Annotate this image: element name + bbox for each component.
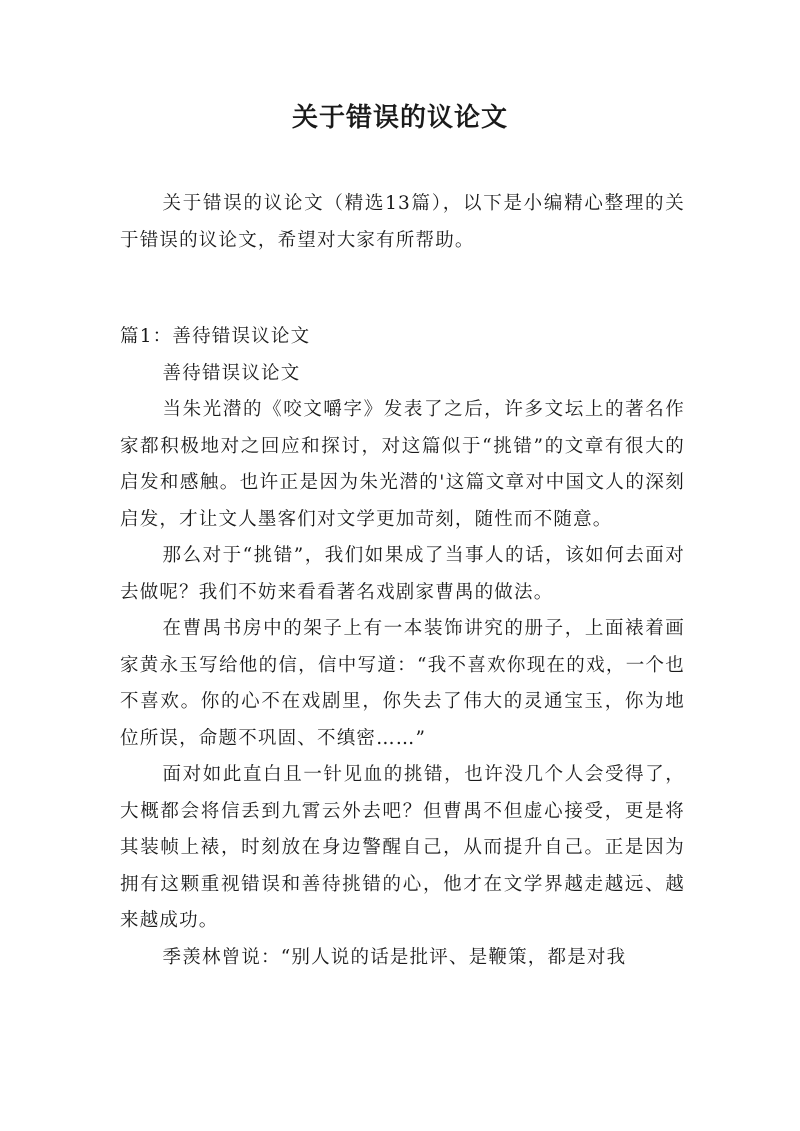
document-body: [120, 186, 685, 976]
body-paragraph: 那么对于“挑错”，我们如果成了当事人的话，该如何去面对去做呢？我们不妨来看看著名戏剧家曹禺的做法。: [120, 545, 685, 603]
document-title: 关于错误的议论文: [291, 103, 508, 133]
body-paragraph: 季羡林曾说：“别人说的话是批评、是鞭策，都是对我: [162, 946, 627, 968]
body-paragraph: 当朱光潜的《咬文嚼字》发表了之后，许多文坛上的著名作家都积极地对之回应和探讨，对这篇似于“挑错”的文章有很大的启发和感触。也许正是因为朱光潜的'这篇文章对中国文人的深刻启发，才让文人墨客们对文学更加苛刻，随性而不随意。: [120, 399, 685, 530]
body-paragraph: 在曹禺书房中的架子上有一本装饰讲究的册子，上面裱着画家黄永玉写给他的信，信中写道：“我不喜欢你现在的戏，一个也不喜欢。你的心不在戏剧里，你失去了伟大的灵通宝玉，你为地位所误，命题不巩固、不缜密……”: [120, 618, 685, 749]
section-heading: 篇1：善待错误议论文: [120, 326, 311, 347]
body-paragraph: 面对如此直白且一针见血的挑错，也许没几个人会受得了，大概都会将信丢到九霄云外去吧？但曹禺不但虚心接受，更是将其装帧上裱，时刻放在身边警醒自己，从而提升自己。正是因为拥有这颗重视错误和善待挑错的心，他才在文学界越走越远、越来越成功。: [120, 764, 685, 931]
spacer: [120, 259, 685, 319]
section-subtitle: 善待错误议论文: [162, 362, 301, 384]
intro-paragraph: 关于错误的议论文（精选13篇），以下是小编精心整理的关于错误的议论文，希望对大家有所帮助。: [120, 193, 685, 251]
